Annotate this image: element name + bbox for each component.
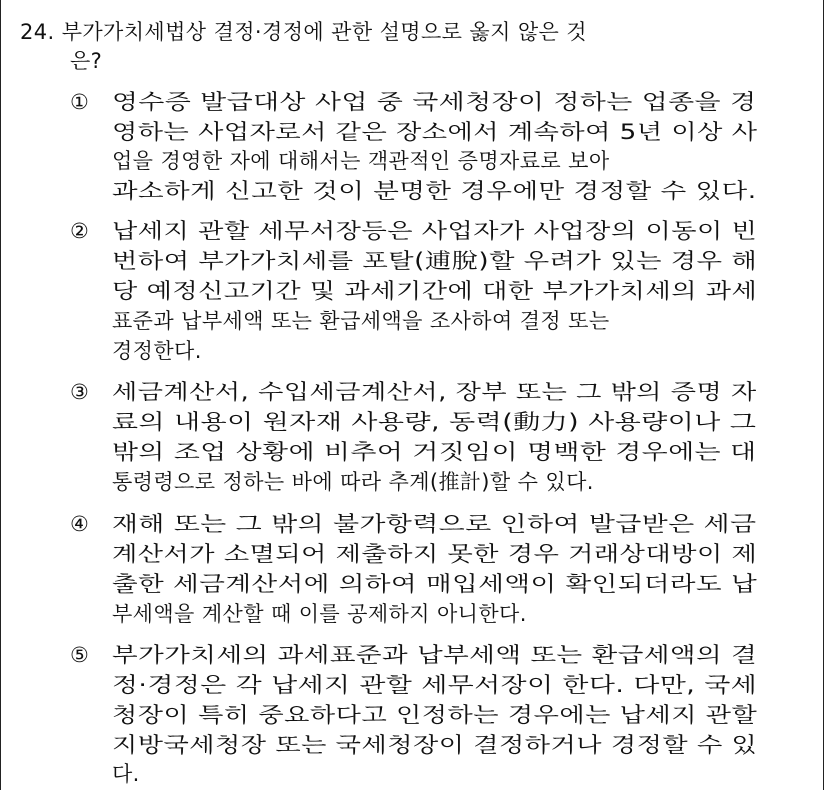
option-4-line-4: 부세액을 계산할 때 이를 공제하지 아니한다. <box>112 602 527 626</box>
option-2-marker[interactable]: ② <box>70 219 90 243</box>
option-2-line-5: 경정한다. <box>112 339 202 363</box>
option-3-line-3: 밖의 조업 상황에 비추어 거짓임이 명백한 경우에는 대 <box>112 440 757 464</box>
option-5-line-5: 다. <box>112 762 140 786</box>
option-5-line-2: 정·경정은 각 납세지 관할 세무서장이 한다. 다만, 국세 <box>112 673 758 697</box>
option-1-line-2: 영하는 사업자로서 같은 장소에서 계속하여 5년 이상 사 <box>112 120 758 144</box>
option-1-marker[interactable]: ① <box>70 90 90 114</box>
option-5-line-4: 지방국세청장 또는 국세청장이 결정하거나 경정할 수 있 <box>112 733 758 757</box>
option-5-marker[interactable]: ⑤ <box>70 643 90 667</box>
option-4-marker[interactable]: ④ <box>70 512 90 536</box>
option-2-line-3: 당 예정신고기간 및 과세기간에 대한 부가가치세의 과세 <box>112 279 758 303</box>
option-1-line-4: 과소하게 신고한 것이 분명한 경우에만 경정할 수 있다. <box>112 179 757 203</box>
question-number: 24. <box>20 20 55 44</box>
question-stem-line-2: 은? <box>70 49 103 73</box>
option-2-line-1: 납세지 관할 세무서장등은 사업자가 사업장의 이동이 빈 <box>112 219 758 243</box>
option-2-line-2: 번하여 부가가치세를 포탈(逋脫)할 우려가 있는 경우 해 <box>112 249 758 273</box>
option-5-line-3: 청장이 특히 중요하다고 인정하는 경우에는 납세지 관할 <box>112 703 758 727</box>
option-4-line-2: 계산서가 소멸되어 제출하지 못한 경우 거래상대방이 제 <box>112 542 758 566</box>
option-1-line-3: 업을 경영한 자에 대해서는 객관적인 증명자료로 보아 <box>112 149 610 173</box>
option-1-line-1: 영수증 발급대상 사업 중 국세청장이 정하는 업종을 경 <box>112 90 757 114</box>
option-5-line-1: 부가가치세의 과세표준과 납부세액 또는 환급세액의 결 <box>112 643 758 667</box>
option-3-line-1: 세금계산서, 수입세금계산서, 장부 또는 그 밖의 증명 자 <box>112 380 757 404</box>
option-3-marker[interactable]: ③ <box>70 380 90 404</box>
option-4-line-3: 출한 세금계산서에 의하여 매입세액이 확인되더라도 납 <box>112 572 758 596</box>
option-2-line-4: 표준과 납부세액 또는 환급세액을 조사하여 결정 또는 <box>112 309 610 333</box>
question-stem-line-1: 부가가치세법상 결정·경정에 관한 설명으로 옳지 않은 것 <box>61 20 587 44</box>
option-4-line-1: 재해 또는 그 밖의 불가항력으로 인하여 발급받은 세금 <box>112 512 757 536</box>
option-3-line-4: 통령령으로 정하는 바에 따라 추계(推計)할 수 있다. <box>112 470 594 494</box>
option-3-line-2: 료의 내용이 원자재 사용량, 동력(動力) 사용량이나 그 <box>112 410 757 434</box>
question-line <box>20 17 587 47</box>
